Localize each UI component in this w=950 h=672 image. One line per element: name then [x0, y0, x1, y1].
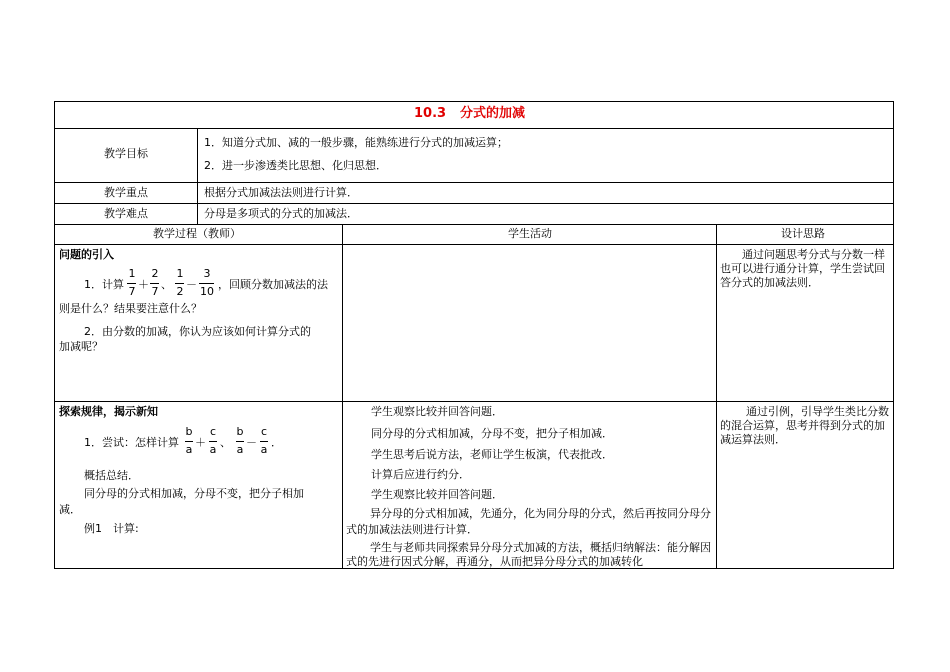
q2-line2: 加减呢？	[59, 340, 103, 353]
label-column-divider	[197, 128, 198, 225]
section2-design-note: 通过引例，引导学生类比分数的混合运算，思考并得到分式的加减运算法则．	[720, 405, 889, 446]
frac-d-bar	[260, 441, 268, 442]
column-header-teacher: 教学过程（教师）	[153, 227, 241, 240]
q1-separator: 、	[161, 278, 172, 291]
q1-prefix: 1．计算	[84, 278, 124, 291]
column-header-student: 学生活动	[508, 227, 552, 240]
frac-c-numerator: b	[236, 425, 244, 438]
q1-frac1-numerator: 1	[128, 267, 136, 280]
student-item-5: 学生观察比较并回答问题．	[371, 488, 503, 501]
try-prefix: 1．尝试：怎样计算	[84, 436, 179, 449]
lesson-number: 10.3	[414, 106, 447, 121]
student-item-3: 学生思考后说方法，老师让学生板演，代表批改．	[371, 448, 613, 461]
key-label: 教学重点	[104, 186, 148, 199]
section2-heading: 探索规律，揭示新知	[59, 405, 158, 418]
q1-frac1-denominator: 7	[128, 285, 136, 298]
row-divider-difficulty	[54, 224, 894, 225]
q1-frac3-numerator: 1	[176, 267, 184, 280]
row-divider-columns	[54, 244, 894, 245]
table-border-left	[54, 101, 55, 569]
goal-item-2: 2．进一步渗透类比思想、化归思想．	[204, 159, 387, 172]
table-border-right	[893, 101, 894, 569]
column-header-design: 设计思路	[781, 227, 825, 240]
goal-item-1: 1．知道分式加、减的一般步骤，能熟练进行分式的加减运算；	[204, 136, 508, 149]
q1-frac4-denominator: 10	[200, 285, 214, 298]
rule-line2: 减．	[59, 503, 81, 516]
q1-frac1-bar	[127, 283, 136, 284]
frac-a-bar	[185, 441, 193, 442]
frac-b-denominator: a	[209, 443, 217, 456]
design-column-divider	[716, 224, 717, 569]
q1-frac4-numerator: 3	[203, 267, 211, 280]
q1-frac2-denominator: 7	[151, 285, 159, 298]
student-item-7: 学生与老师共同探索异分母分式加减的方法，概括归纳解法：能分解因式的先进行因式分解，再通分，从而把异分母分式的加减转化	[346, 541, 711, 568]
table-border-top	[54, 101, 894, 102]
key-text: 根据分式加减法法则进行计算．	[204, 186, 358, 199]
try-op1: ＋	[195, 436, 206, 449]
student-item-2: 同分母的分式相加减，分母不变，把分子相加减．	[371, 427, 613, 440]
q1-frac4-bar	[199, 283, 214, 284]
frac-a-denominator: a	[185, 443, 193, 456]
rule-line1: 同分母的分式相加减，分母不变，把分子相加	[84, 487, 304, 500]
frac-c-bar	[236, 441, 244, 442]
q1-frac3-denominator: 2	[176, 285, 184, 298]
q2-line1: 2．由分数的加减，你认为应该如何计算分式的	[84, 325, 311, 338]
frac-d-numerator: c	[260, 425, 268, 438]
goals-label: 教学目标	[104, 147, 148, 160]
frac-a-numerator: b	[185, 425, 193, 438]
student-item-4: 计算后应进行约分．	[371, 468, 470, 481]
difficulty-text: 分母是多项式的分式的加减法．	[204, 207, 358, 220]
try-separator: 、	[220, 436, 231, 449]
q1-frac2-bar	[150, 283, 159, 284]
row-divider-key	[54, 203, 894, 204]
row-divider-section	[54, 401, 894, 402]
q1-suffix: ，回顾分数加减法的法	[218, 278, 328, 291]
q1-frac2-numerator: 2	[151, 267, 159, 280]
try-op2: －	[246, 436, 257, 449]
q1-op1: ＋	[138, 278, 149, 291]
difficulty-label: 教学难点	[104, 207, 148, 220]
teacher-column-divider	[342, 224, 343, 569]
lesson-title: 分式的加减	[460, 106, 526, 121]
summary-label: 概括总结．	[84, 469, 139, 482]
try-end: ．	[271, 436, 282, 449]
section1-heading: 问题的引入	[59, 248, 114, 261]
q1-op2: －	[186, 278, 197, 291]
frac-b-bar	[209, 441, 217, 442]
q1-line2: 则是什么？结果要注意什么？	[59, 302, 202, 315]
student-item-6: 异分母的分式相加减，先通分，化为同分母的分式，然后再按同分母分式的加减法法则进行计算．	[346, 507, 711, 536]
student-item-1: 学生观察比较并回答问题．	[371, 405, 503, 418]
frac-d-denominator: a	[260, 443, 268, 456]
row-divider-goals	[54, 182, 894, 183]
q1-frac3-bar	[175, 283, 184, 284]
section1-design-note: 通过问题思考分式与分数一样也可以进行通分计算，学生尝试回答分式的加减法则．	[720, 248, 885, 289]
frac-b-numerator: c	[209, 425, 217, 438]
example-label: 例1 计算:	[84, 522, 139, 535]
row-divider-header	[54, 128, 894, 129]
frac-c-denominator: a	[236, 443, 244, 456]
table-border-bottom	[54, 568, 894, 569]
